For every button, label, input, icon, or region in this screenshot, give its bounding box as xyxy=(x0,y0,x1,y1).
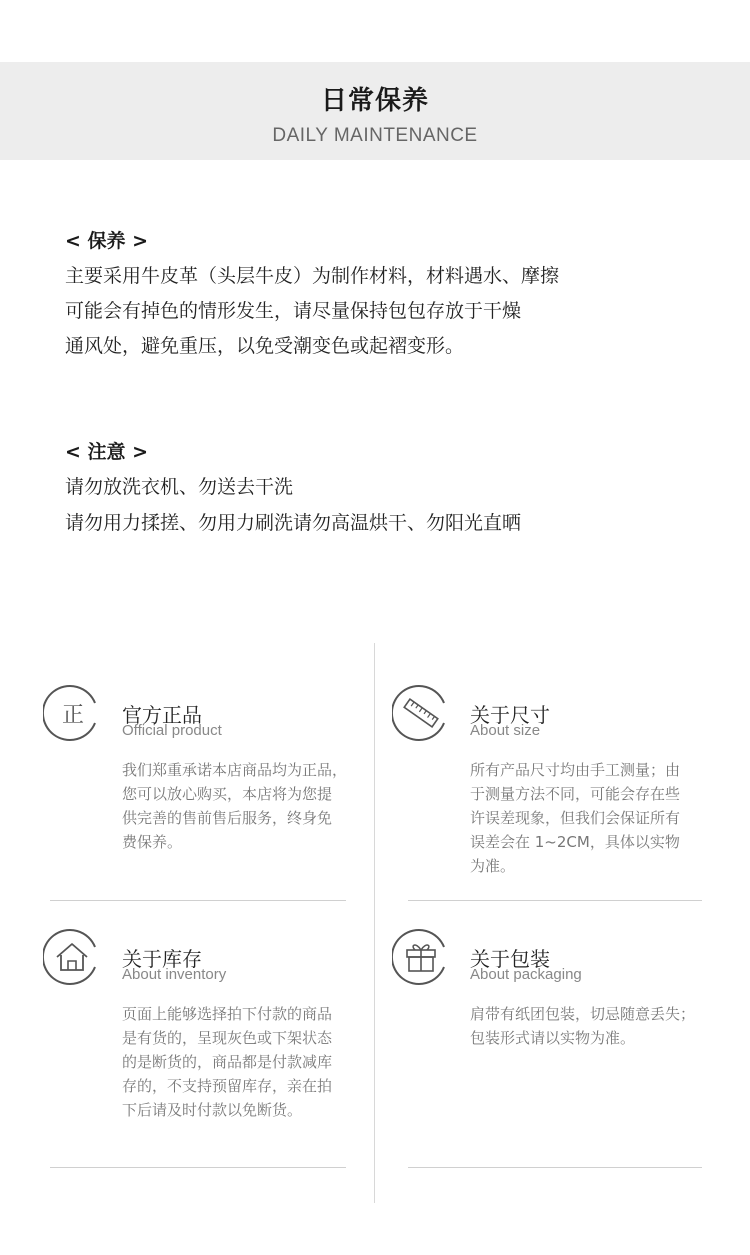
gift-icon xyxy=(392,928,450,986)
feature-text-line: 您可以放心购买，本店将为您提 xyxy=(122,785,333,803)
bottom-divider xyxy=(50,1167,346,1168)
page-subtitle: DAILY MAINTENANCE xyxy=(272,125,478,146)
feature-text-line: 是有货的，呈现灰色或下架状态 xyxy=(122,1029,333,1047)
notice-line: 请勿放洗衣机、勿送去干洗 xyxy=(65,476,294,498)
svg-text:正: 正 xyxy=(61,703,85,728)
feature-text-line: 包装形式请以实物为准。 xyxy=(470,1029,636,1047)
genuine-icon xyxy=(43,684,101,742)
feature-text-line: 许误差现象，但我们会保证所有 xyxy=(470,809,681,827)
feature-subtitle: About inventory xyxy=(122,966,227,983)
bottom-divider xyxy=(408,1167,702,1168)
row-divider xyxy=(408,900,702,901)
feature-text-line: 费保养。 xyxy=(122,833,183,851)
ruler-icon xyxy=(392,684,450,742)
feature-text-line: 于测量方法不同，可能会存在些 xyxy=(470,785,681,803)
feature-text-line: 页面上能够选择拍下付款的商品 xyxy=(122,1005,333,1023)
care-line: 可能会有掉色的情形发生，请尽量保持包包存放于干燥 xyxy=(65,300,522,322)
feature-title: 关于库存 xyxy=(122,947,202,971)
care-heading: < 保养 > xyxy=(65,230,149,252)
feature-subtitle: About packaging xyxy=(470,966,582,983)
notice-heading: < 注意 > xyxy=(65,441,149,463)
feature-title: 官方正品 xyxy=(122,703,202,727)
feature-title: 关于包装 xyxy=(470,947,550,971)
feature-subtitle: Official product xyxy=(122,722,222,739)
row-divider xyxy=(50,900,346,901)
feature-text-line: 为准。 xyxy=(470,857,516,875)
care-line: 通风处，避免重压，以免受潮变色或起褶变形。 xyxy=(65,335,465,357)
vertical-divider xyxy=(374,643,375,1203)
feature-text-line: 供完善的售前售后服务，终身免 xyxy=(122,809,333,827)
page-title: 日常保养 xyxy=(320,86,429,116)
feature-text-line: 的是断货的，商品都是付款减库 xyxy=(122,1053,333,1071)
feature-title: 关于尺寸 xyxy=(470,703,550,727)
feature-text-line: 肩带有纸团包装，切忌随意丢失； xyxy=(470,1005,696,1023)
feature-text-line: 所有产品尺寸均由手工测量；由 xyxy=(470,761,681,779)
feature-text-line: 我们郑重承诺本店商品均为正品， xyxy=(122,761,348,779)
feature-text-line: 下后请及时付款以免断货。 xyxy=(122,1101,303,1119)
feature-text-line: 存的，不支持预留库存，亲在拍 xyxy=(122,1077,333,1095)
feature-subtitle: About size xyxy=(470,722,541,739)
notice-line: 请勿用力揉搓、勿用力刷洗请勿高温烘干、勿阳光直晒 xyxy=(65,512,522,534)
house-icon xyxy=(43,928,101,986)
care-line: 主要采用牛皮革（头层牛皮）为制作材料，材料遇水、摩擦 xyxy=(65,265,560,287)
feature-text-line: 误差会在 1~2CM，具体以实物 xyxy=(470,833,680,851)
